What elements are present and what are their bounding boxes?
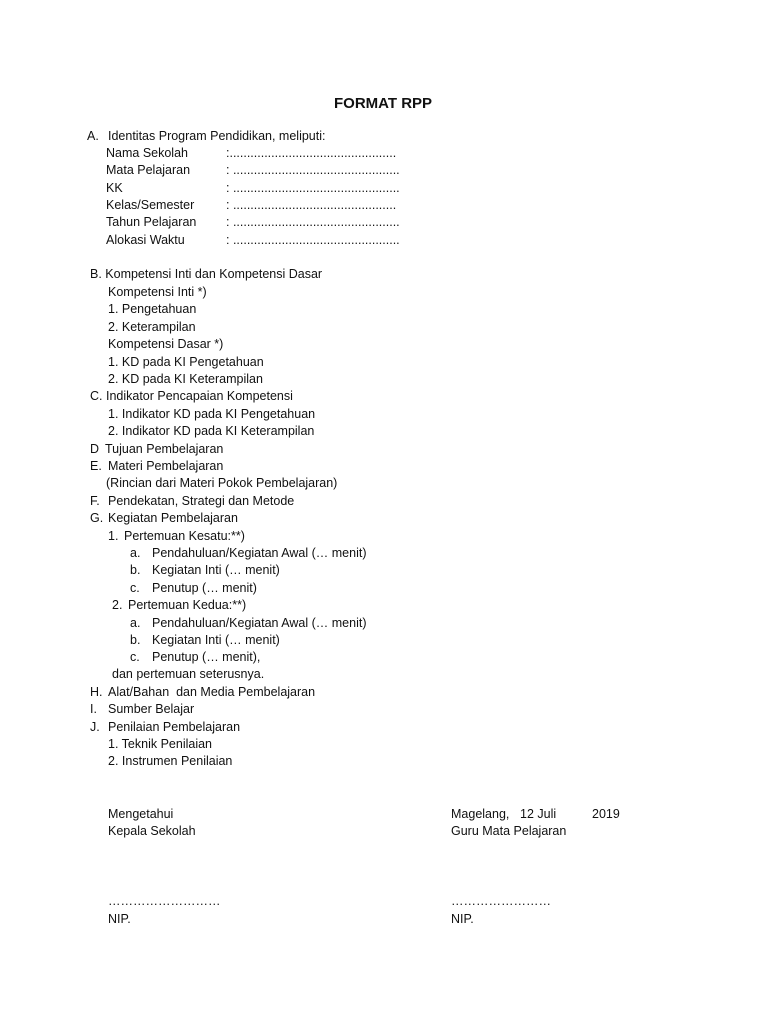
signature-left-dots: ……………………… (108, 894, 221, 908)
section-j-label: J. (90, 720, 100, 734)
meeting2-title: Pertemuan Kedua:**) (128, 598, 247, 612)
section-e-text: Materi Pembelajaran (108, 459, 224, 473)
meeting2-item-label: c. (130, 650, 140, 664)
field-value-alokasi-waktu: : ................................................ (226, 233, 400, 247)
meeting1-item-label: b. (130, 563, 141, 577)
section-h-label: H. (90, 685, 103, 699)
meeting1-item-label: c. (130, 581, 140, 595)
section-e-label: E. (90, 459, 102, 473)
document-title: FORMAT RPP (334, 95, 433, 112)
field-label-kelas-semester: Kelas/Semester (106, 198, 195, 212)
meeting1-label: 1. (108, 529, 119, 543)
meeting2-item-text: Kegiatan Inti (… menit) (152, 633, 280, 647)
field-value-kk: : ................................................ (226, 181, 400, 195)
signature-right-nip: NIP. (451, 912, 474, 926)
meeting1-item-text: Pendahuluan/Kegiatan Awal (… menit) (152, 546, 367, 560)
kd-label: Kompetensi Dasar *) (108, 337, 224, 351)
ki-item: 2. Keterampilan (108, 320, 196, 334)
indikator-item: 1. Indikator KD pada KI Pengetahuan (108, 407, 316, 421)
field-label-alokasi-waktu: Alokasi Waktu (106, 233, 185, 247)
field-value-tahun-pelajaran: : ................................................ (226, 215, 400, 229)
ki-item: 1. Pengetahuan (108, 302, 197, 316)
meeting1-title: Pertemuan Kesatu:**) (124, 529, 245, 543)
signature-right-dots: …………………… (451, 894, 551, 908)
kd-item: 1. KD pada KI Pengetahuan (108, 355, 264, 369)
meeting2-item-label: a. (130, 616, 141, 630)
ki-label: Kompetensi Inti *) (108, 285, 207, 299)
penilaian-item: 2. Instrumen Penilaian (108, 754, 233, 768)
signature-right-place: Magelang, (451, 807, 510, 821)
section-g-label: G. (90, 511, 104, 525)
signature-right-year: 2019 (592, 807, 620, 821)
section-d-text: Tujuan Pembelajaran (105, 442, 224, 456)
indikator-item: 2. Indikator KD pada KI Keterampilan (108, 424, 315, 438)
field-label-mata-pelajaran: Mata Pelajaran (106, 163, 191, 177)
section-b-heading: B. Kompetensi Inti dan Kompetensi Dasar (90, 267, 323, 281)
section-a-heading: Identitas Program Pendidikan, meliputi: (108, 129, 326, 143)
meeting2-item-text: Penutup (… menit), (152, 650, 261, 664)
field-label-nama-sekolah: Nama Sekolah (106, 146, 188, 160)
penilaian-item: 1. Teknik Penilaian (108, 737, 213, 751)
meeting2-item-text: Pendahuluan/Kegiatan Awal (… menit) (152, 616, 367, 630)
field-label-tahun-pelajaran: Tahun Pelajaran (106, 215, 197, 229)
signature-right-date: 12 Juli (520, 807, 557, 821)
meeting2-item-label: b. (130, 633, 141, 647)
section-d-label: D (90, 442, 100, 456)
section-i-text: Sumber Belajar (108, 702, 195, 716)
section-e-note: (Rincian dari Materi Pokok Pembelajaran) (106, 476, 338, 490)
section-a-label: A. (87, 129, 99, 143)
section-g-text: Kegiatan Pembelajaran (108, 511, 238, 525)
signature-left-line1: Mengetahui (108, 807, 174, 821)
section-h-text: Alat/Bahan dan Media Pembelajaran (108, 685, 316, 699)
section-j-text: Penilaian Pembelajaran (108, 720, 241, 734)
section-f-label: F. (90, 494, 100, 508)
meeting1-item-label: a. (130, 546, 141, 560)
kd-item: 2. KD pada KI Keterampilan (108, 372, 263, 386)
meeting2-label: 2. (112, 598, 123, 612)
section-c-heading: C. Indikator Pencapaian Kompetensi (90, 389, 293, 403)
meeting1-item-text: Kegiatan Inti (… menit) (152, 563, 280, 577)
field-label-kk: KK (106, 181, 123, 195)
section-i-label: I. (90, 702, 97, 716)
field-value-mata-pelajaran: : ................................................ (226, 163, 400, 177)
meeting-continuation: dan pertemuan seterusnya. (112, 667, 265, 681)
meeting1-item-text: Penutup (… menit) (152, 581, 257, 595)
field-value-kelas-semester: : ............................................... (226, 198, 397, 212)
field-value-nama-sekolah: :................................................ (226, 146, 397, 160)
section-f-text: Pendekatan, Strategi dan Metode (108, 494, 295, 508)
signature-left-line2: Kepala Sekolah (108, 824, 196, 838)
signature-left-nip: NIP. (108, 912, 131, 926)
signature-right-line2: Guru Mata Pelajaran (451, 824, 567, 838)
